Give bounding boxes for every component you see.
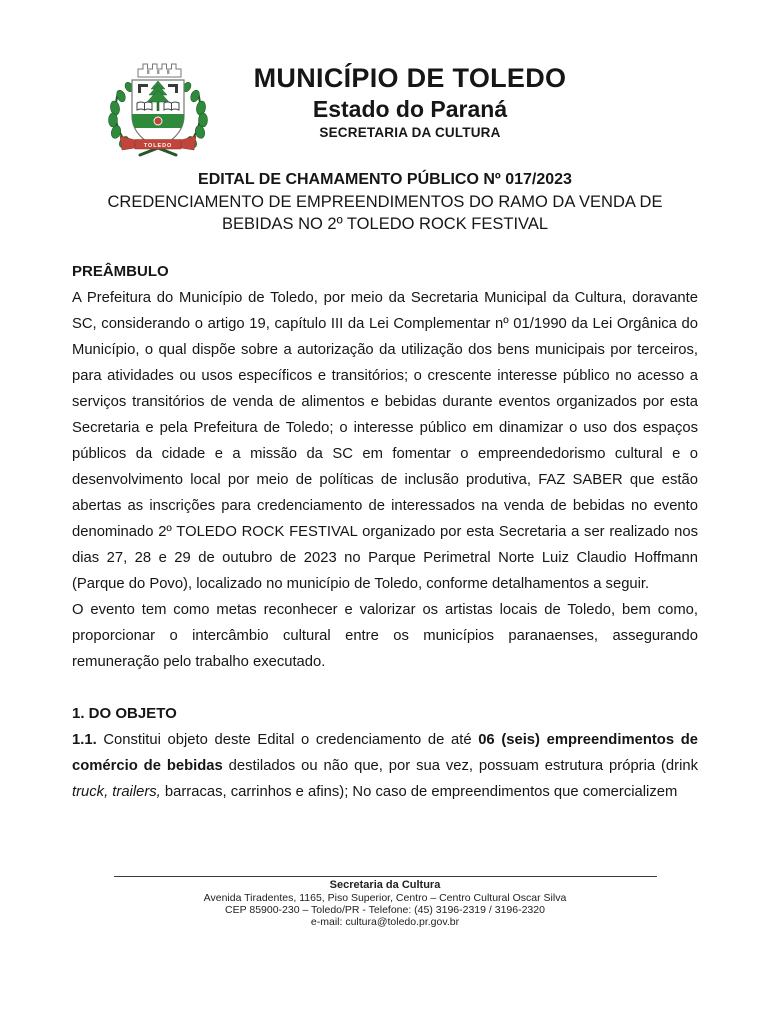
municipality-name: MUNICÍPIO DE TOLEDO (253, 63, 567, 93)
footer-email-line: e-mail: cultura@toledo.pr.gov.br (310, 915, 460, 928)
state-name: Estado do Paraná (312, 96, 508, 122)
section-heading-objeto: 1. DO OBJETO (72, 705, 177, 722)
footer-title: Secretaria da Cultura (329, 879, 441, 891)
preambulo-paragraph-2: O evento tem como metas reconhecer e valorizar os artistas locais de Toledo, bem como, proporcionar o intercâmbio cultural entre os municípios paranaenses, assegurando remuneração pelo trabalho executado. (72, 602, 698, 670)
document-footer (72, 876, 698, 928)
preambulo-paragraph-1: A Prefeitura do Município de Toledo, por meio da Secretaria Municipal da Cultura, doravante SC, considerando o artigo 19, capítulo III da Lei Complementar nº 01/1990 da Lei Orgânica do Município, o qual dispõe sobre a autorização da utilização dos bens municipais por terceiros, para atividades ou usos específicos e transitórios; o crescente interesse público no acesso a serviços transitórios de venda de alimentos e bebidas durante eventos organizados por esta Secretaria e pela Prefeitura de Toledo; o interesse público em dinamizar o uso dos espaços públicos da cidade e a missão da SC em fomentar o empreendedorismo cultural e o desenvolvimento local por meio de políticas de inclusão produtiva, FAZ SABER que estão abertas as inscrições para credenciamento de interessados na venda de bebidas no evento denominado 2º TOLEDO ROCK FESTIVAL organizado por esta Secretaria a ser realizado nos dias 27, 28 e 29 de outubro de 2023 no Parque Perimetral Norte Luiz Claudio Hoffmann (Parque do Povo), localizado no município de Toledo, conforme detalhamentos a seguir. (72, 290, 698, 592)
footer-contact-line: CEP 85900-230 – Toledo/PR - Telefone: (45) 3196-2319 / 3196-2320 (225, 903, 545, 916)
document-body (72, 259, 698, 805)
objeto-paragraph-1-1: 1.1. Constitui objeto deste Edital o credenciamento de até 06 (seis) empreendimentos de comércio de bebidas destilados ou não que, por sua vez, possuam estrutura própria (drink truck, trailers, barracas, carrinhos e afins); No caso de empreendimentos que comercializem (72, 732, 699, 800)
edital-number-title: EDITAL DE CHAMAMENTO PÚBLICO Nº 017/2023 (198, 171, 572, 188)
department-name: SECRETARIA DA CULTURA (319, 125, 501, 140)
document-title-block (72, 169, 698, 235)
footer-address-line: Avenida Tiradentes, 1165, Piso Superior, Centro – Centro Cultural Oscar Silva (203, 891, 567, 904)
edital-subject-title: CREDENCIAMENTO DE EMPREENDIMENTOS DO RAMO DA VENDA DE BEBIDAS NO 2º TOLEDO ROCK FESTIVAL (107, 193, 663, 233)
section-heading-preambulo: PREÂMBULO (72, 263, 169, 280)
crest-banner-text: TOLEDO (143, 142, 173, 149)
header-text-block (150, 62, 670, 142)
footer-divider (114, 876, 657, 877)
